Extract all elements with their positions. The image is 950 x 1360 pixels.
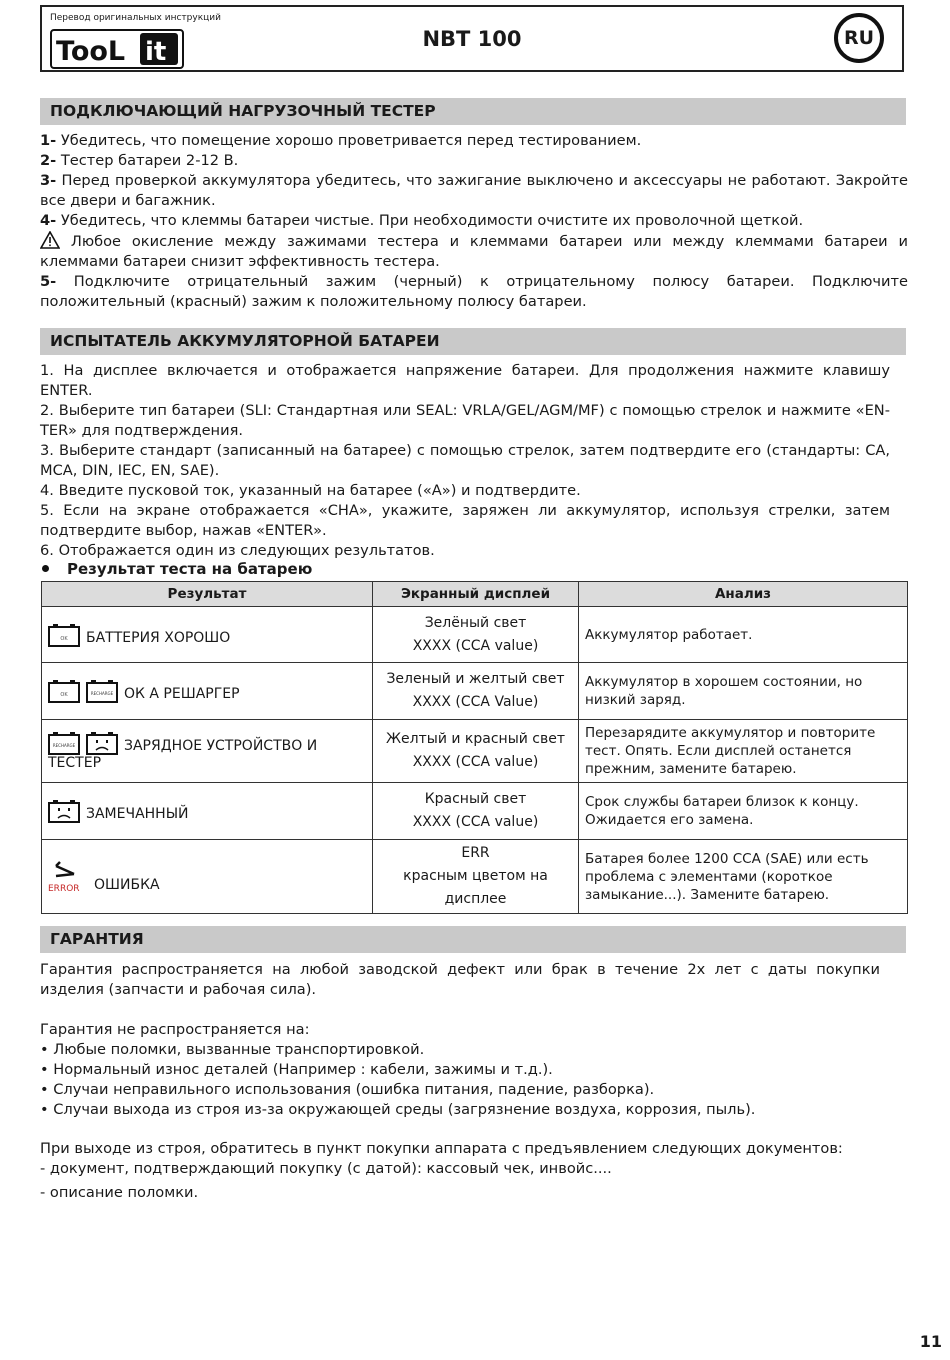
load-tester-instructions [40,131,908,312]
step-item: 1. На дисплее включается и отображается напряжение батареи. Для продолжения нажмите клавишу ENTER. [40,362,890,399]
test-result-heading: Результат теста на батарею [40,560,312,578]
page-header [40,5,904,72]
warning-icon [40,231,60,249]
svg-text:OK: OK [60,635,68,642]
warranty-failure [40,1139,880,1203]
result-cell: ERROR ОШИБКА [42,840,373,914]
svg-text:it: it [145,37,167,67]
page-number: 11 [919,1332,942,1351]
svg-text:ERROR: ERROR [48,883,80,894]
display-cell: Желтый и красный свет XXXX (CCA value) [373,720,579,783]
battery-ok-icon [48,679,80,703]
warranty-intro: Гарантия распространяется на любой заводской дефект или брак в течение 2х лет с даты покупки изделия (запчасти и рабочая сила). [40,961,880,998]
list-item: • Случаи выхода из строя из-за окружающей среды (загрязнение воздуха, коррозия, пыль). [40,1101,756,1118]
table-row [42,720,908,783]
bullet-icon [42,565,49,572]
svg-text:OK: OK [60,692,68,698]
instruction-item: 3- Перед проверкой аккумулятора убедитесь, что зажигание выключено и аксессуары не работают. Закройте все двери и багажник. [40,172,908,209]
column-header: Результат [42,582,373,607]
exclusions-title: Гарантия не распространяется на: [40,1021,310,1038]
list-item: • Нормальный износ деталей (Например : кабели, зажимы и т.д.). [40,1061,553,1078]
step-item: 6. Отображается один из следующих результатов. [40,542,435,559]
model-title: NBT 100 [422,27,522,51]
table-row [42,783,908,840]
table-row [42,840,908,914]
warning-note: Любое окисление между зажимами тестера и клеммами батареи или между клеммами батареи и клеммами батареи снизит эффективность тестера. [40,233,908,270]
battery-tester-steps [40,361,890,561]
step-item: 5. Если на экране отображается «CHA», укажите, заряжен ли аккумулятор, используя стрелки, затем подтвердите выбор, нажав «ENTER». [40,502,890,539]
instruction-item: 5- Подключите отрицательный зажим (черный) к отрицательному полюсу батареи. Подключите положительный (красный) зажим к положительному полюсу батареи. [40,273,908,310]
section-title-battery-tester: ИСПЫТАТЕЛЬ АККУМУЛЯТОРНОЙ БАТАРЕИ [40,328,906,355]
battery-recharge-icon [86,679,118,703]
warranty-exclusions [40,1020,880,1120]
list-item: • Случаи неправильного использования (ошибка питания, падение, разборка). [40,1081,655,1098]
svg-text:RECHARGE: RECHARGE [90,691,114,696]
instruction-item: 2- Тестер батареи 2-12 В. [40,152,239,169]
result-cell: RECHARGE ЗАРЯДНОЕ УСТРОЙСТВО И ТЕСТЕР [42,720,373,783]
instruction-item: 4- Убедитесь, что клеммы батареи чистые. При необходимости очистите их проволочной щеткой. [40,212,804,229]
battery-sad-icon [48,799,80,823]
analysis-cell: Срок службы батареи близок к концу. Ожидается его замена. [579,783,908,840]
battery-sad-icon [86,731,118,755]
result-cell: OK RECHARGE ОК А РЕШАРГЕР [42,663,373,720]
language-badge: RU [834,13,884,63]
table-row [42,663,908,720]
table-header-row [42,582,908,607]
table-row [42,607,908,663]
list-item: • Любые поломки, вызванные транспортировкой. [40,1041,425,1058]
column-header: Экранный дисплей [373,582,579,607]
svg-text:RECHARGE: RECHARGE [52,743,76,748]
display-cell: Зелёный свет XXXX (CCA value) [373,607,579,663]
battery-recharge-icon [48,731,80,755]
display-cell: ERR красным цветом на дисплее [373,840,579,914]
svg-text:TooL: TooL [56,36,126,67]
step-item: 2. Выберите тип батареи (SLI: Стандартная или SEAL: VRLA/GEL/AGM/MF) с помощью стрелок и нажмите «EN-TER» для подтверждения. [40,402,890,439]
list-item: - описание поломки. [40,1184,199,1201]
instruction-item: 1- Убедитесь, что помещение хорошо проветривается перед тестированием. [40,132,642,149]
analysis-cell: Аккумулятор работает. [579,607,908,663]
result-cell: ЗАМЕЧАННЫЙ [42,783,373,840]
analysis-cell: Перезарядите аккумулятор и повторите тест. Опять. Если дисплей останется прежним, замените батарею. [579,720,908,783]
failure-title: При выходе из строя, обратитесь в пункт покупки аппарата с предъявлением следующих документов: [40,1140,843,1157]
display-cell: Зеленый и желтый свет XXXX (CCA Value) [373,663,579,720]
display-cell: Красный свет XXXX (CCA value) [373,783,579,840]
battery-ok-icon [48,623,80,647]
analysis-cell: Аккумулятор в хорошем состоянии, но низкий заряд. [579,663,908,720]
step-item: 3. Выберите стандарт (записанный на батарее) с помощью стрелок, затем подтвердите его (стандарты: CA, MCA, DIN, IEC, EN, SAE). [40,442,890,479]
clamp-error-icon [48,860,88,894]
section-title-load-tester: ПОДКЛЮЧАЮЩИЙ НАГРУЗОЧНЫЙ ТЕСТЕР [40,98,906,125]
header-subtitle: Перевод оригинальных инструкций [50,13,221,23]
step-item: 4. Введите пусковой ток, указанный на батарее («A») и подтвердите. [40,482,581,499]
results-table [41,581,908,914]
result-cell: OK БАТТЕРИЯ ХОРОШО [42,607,373,663]
section-title-warranty: ГАРАНТИЯ [40,926,906,953]
column-header: Анализ [579,582,908,607]
list-item: - документ, подтверждающий покупку (с датой): кассовый чек, инвойс.... [40,1160,612,1177]
analysis-cell: Батарея более 1200 CCA (SAE) или есть проблема с элементами (короткое замыкание...). Замените батарею. [579,840,908,914]
